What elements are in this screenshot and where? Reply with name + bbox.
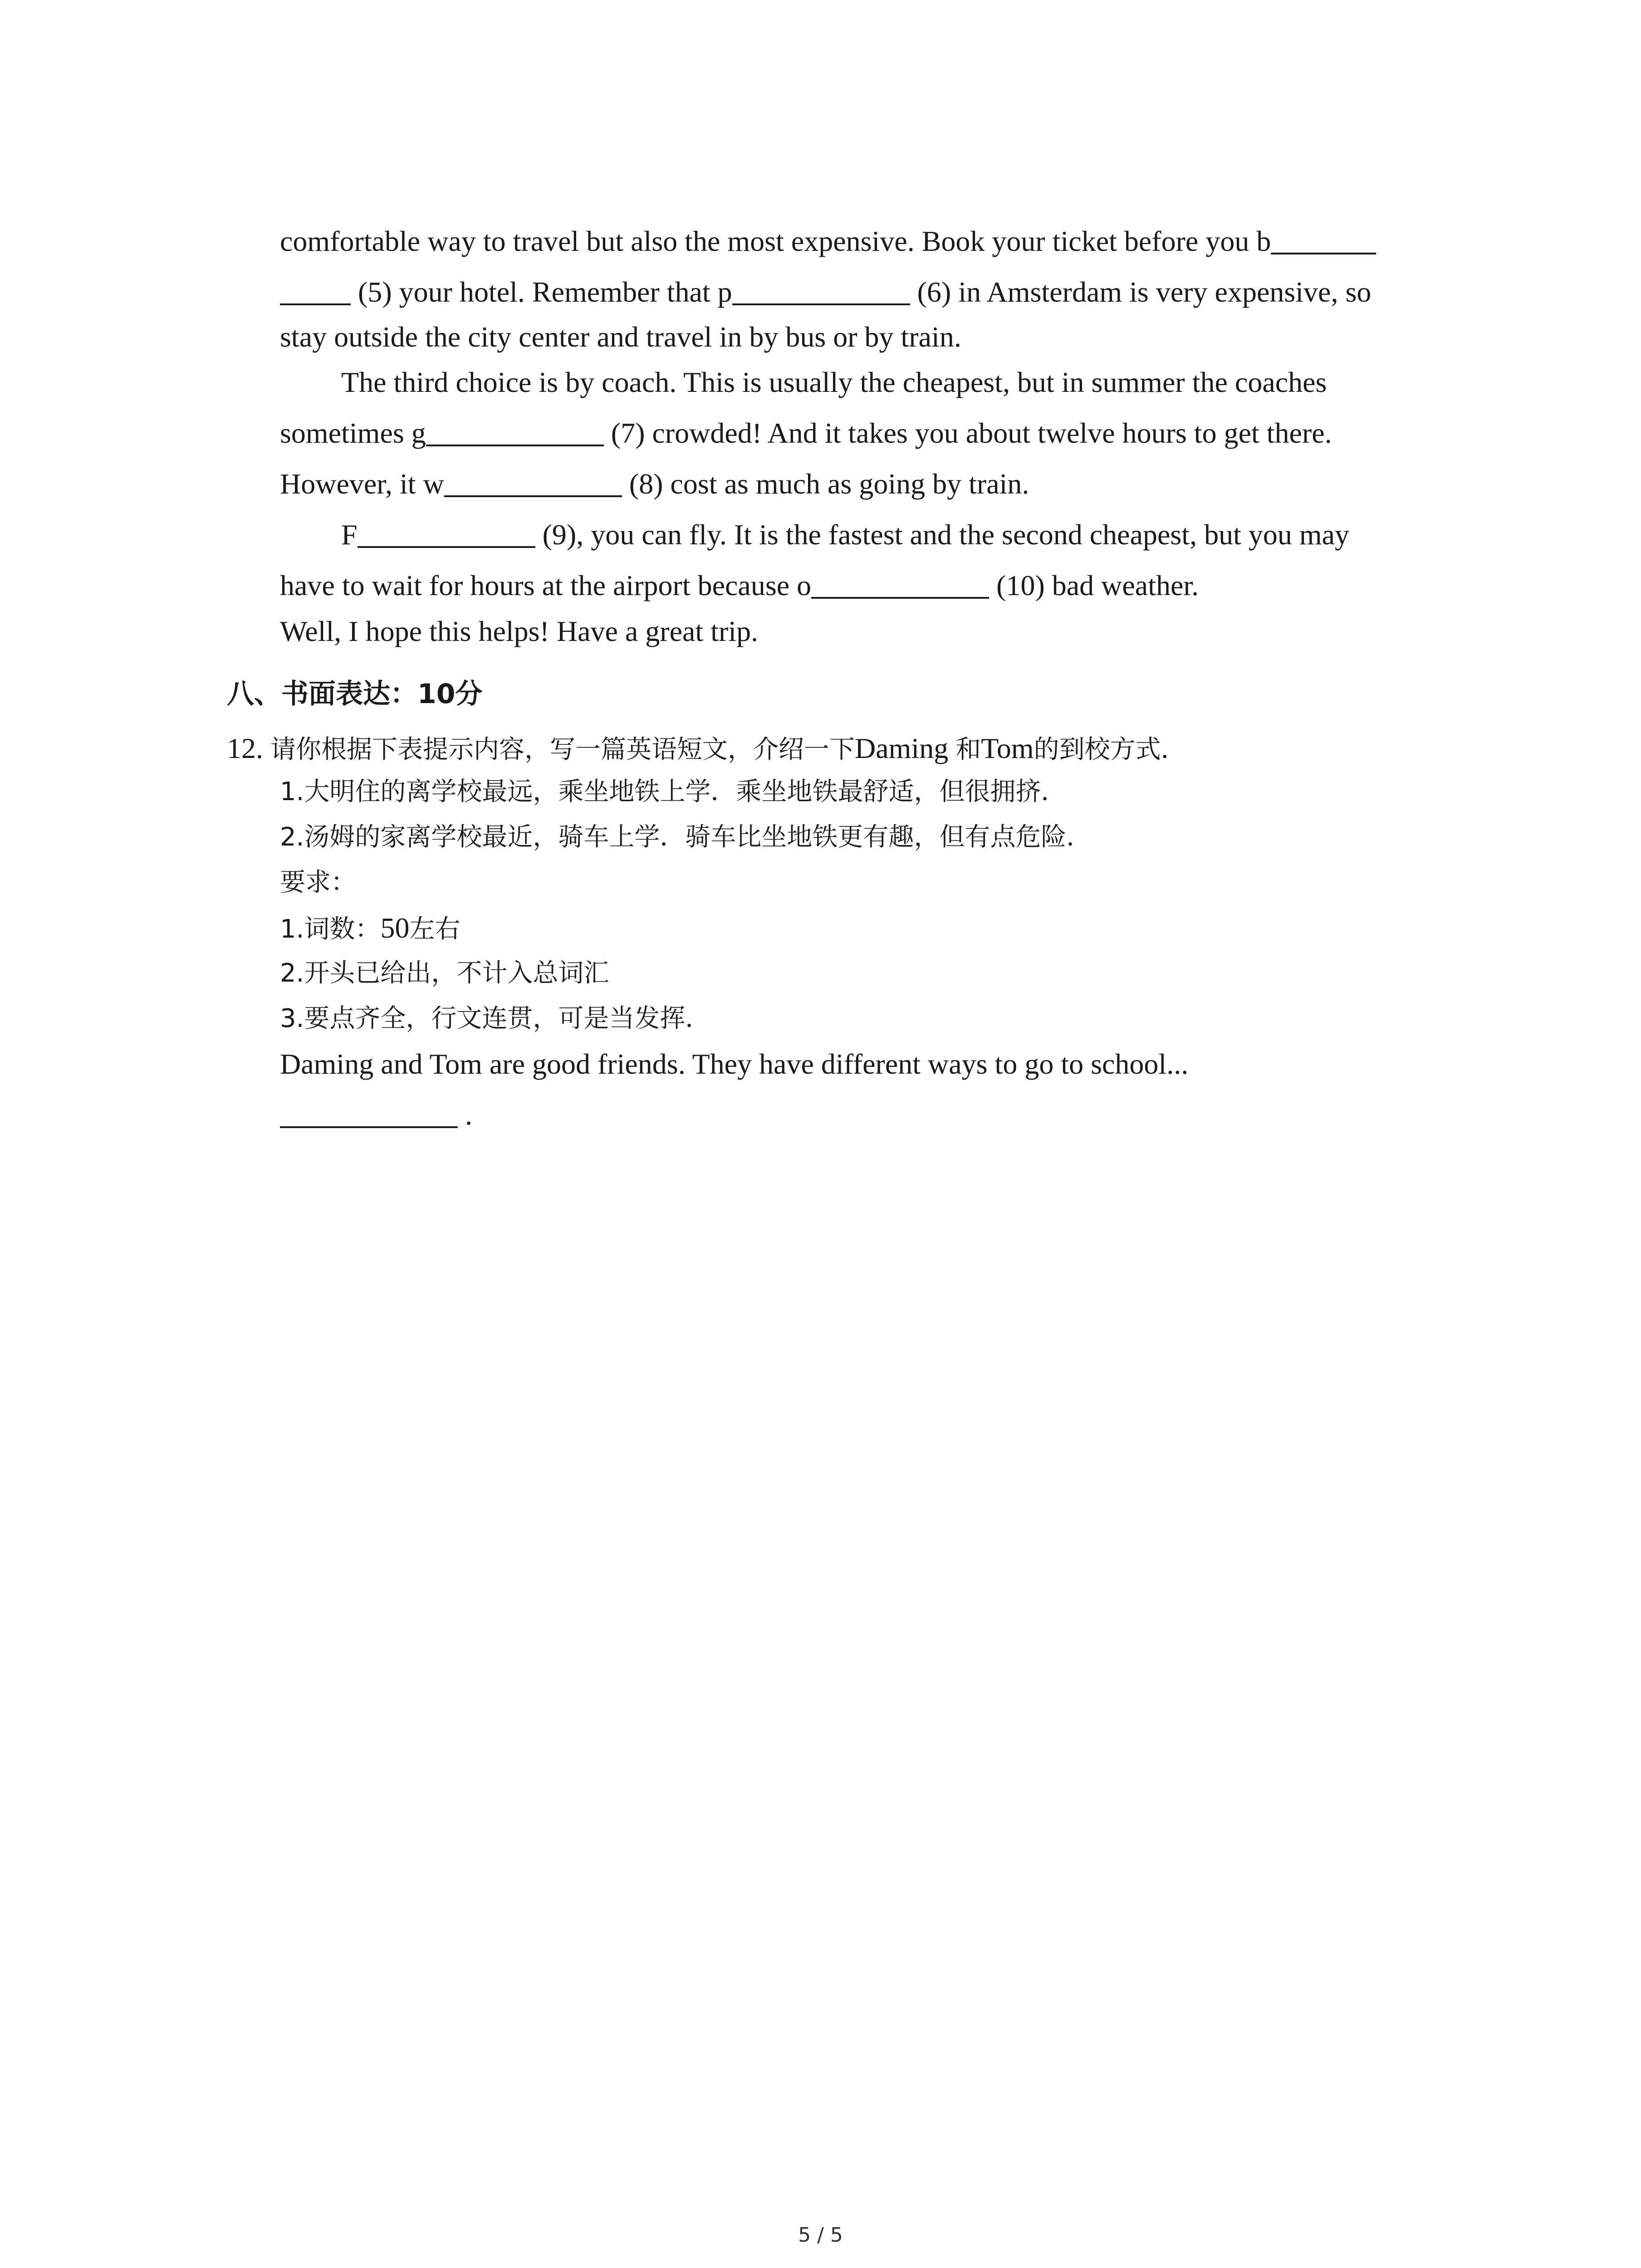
blank-9[interactable] (358, 517, 535, 548)
passage-line-3: stay outside the city center and travel in by bus or by train. (280, 321, 961, 353)
requirements-title: 要求： (280, 868, 356, 897)
blank-10[interactable] (811, 568, 989, 599)
blank-7[interactable] (426, 415, 604, 446)
requirement-3: 3.要点齐全，行文连贯，可是当发挥． (280, 1004, 711, 1033)
answer-line: . (280, 1097, 472, 1133)
hint-point-1: 1.大明住的离学校最远，乘坐地铁上学．乘坐地铁最舒适，但很拥挤． (280, 777, 1067, 807)
passage-line-7: F (9), you can fly. It is the fastest and the second cheapest, but you may (341, 517, 1349, 553)
blank-5-part1[interactable] (1271, 224, 1376, 254)
section-title: 八、书面表达：10分 (227, 678, 483, 710)
passage-line-1: comfortable way to travel but also the most expensive. Book your ticket before you b (280, 223, 1376, 259)
hint-point-2: 2.汤姆的家离学校最近，骑车上学．骑车比坐地铁更有趣，但有点危险． (280, 822, 1092, 852)
passage-line-2: (5) your hotel. Remember that p (6) in Amsterdam is very expensive, so (280, 274, 1371, 310)
page-number: 5 / 5 (798, 2224, 843, 2247)
passage-line-9: Well, I hope this helps! Have a great trip. (280, 615, 759, 647)
passage-line-6: However, it w (8) cost as much as going by train. (280, 466, 1029, 502)
answer-blank[interactable] (280, 1097, 458, 1128)
passage-line-8: have to wait for hours at the airport because o (10) bad weather. (280, 567, 1199, 604)
requirement-2: 2.开头已给出，不计入总词汇 (280, 958, 609, 988)
passage-line-5: sometimes g (7) crowded! And it takes you about twelve hours to get there. (280, 415, 1332, 451)
requirement-1: 1.词数：50左右 (280, 912, 460, 944)
blank-8[interactable] (444, 466, 622, 497)
question-number: 12. (227, 732, 263, 764)
passage-line-4: The third choice is by coach. This is usually the cheapest, but in summer the coaches (341, 366, 1327, 398)
blank-6[interactable] (732, 274, 910, 305)
opening-sentence: Daming and Tom are good friends. They have different ways to go to school... (280, 1048, 1189, 1080)
question-prompt: 12. 请你根据下表提示内容，写一篇英语短文，介绍一下Daming 和Tom的到校方式． (227, 732, 1186, 764)
blank-5-part2[interactable] (280, 274, 351, 305)
